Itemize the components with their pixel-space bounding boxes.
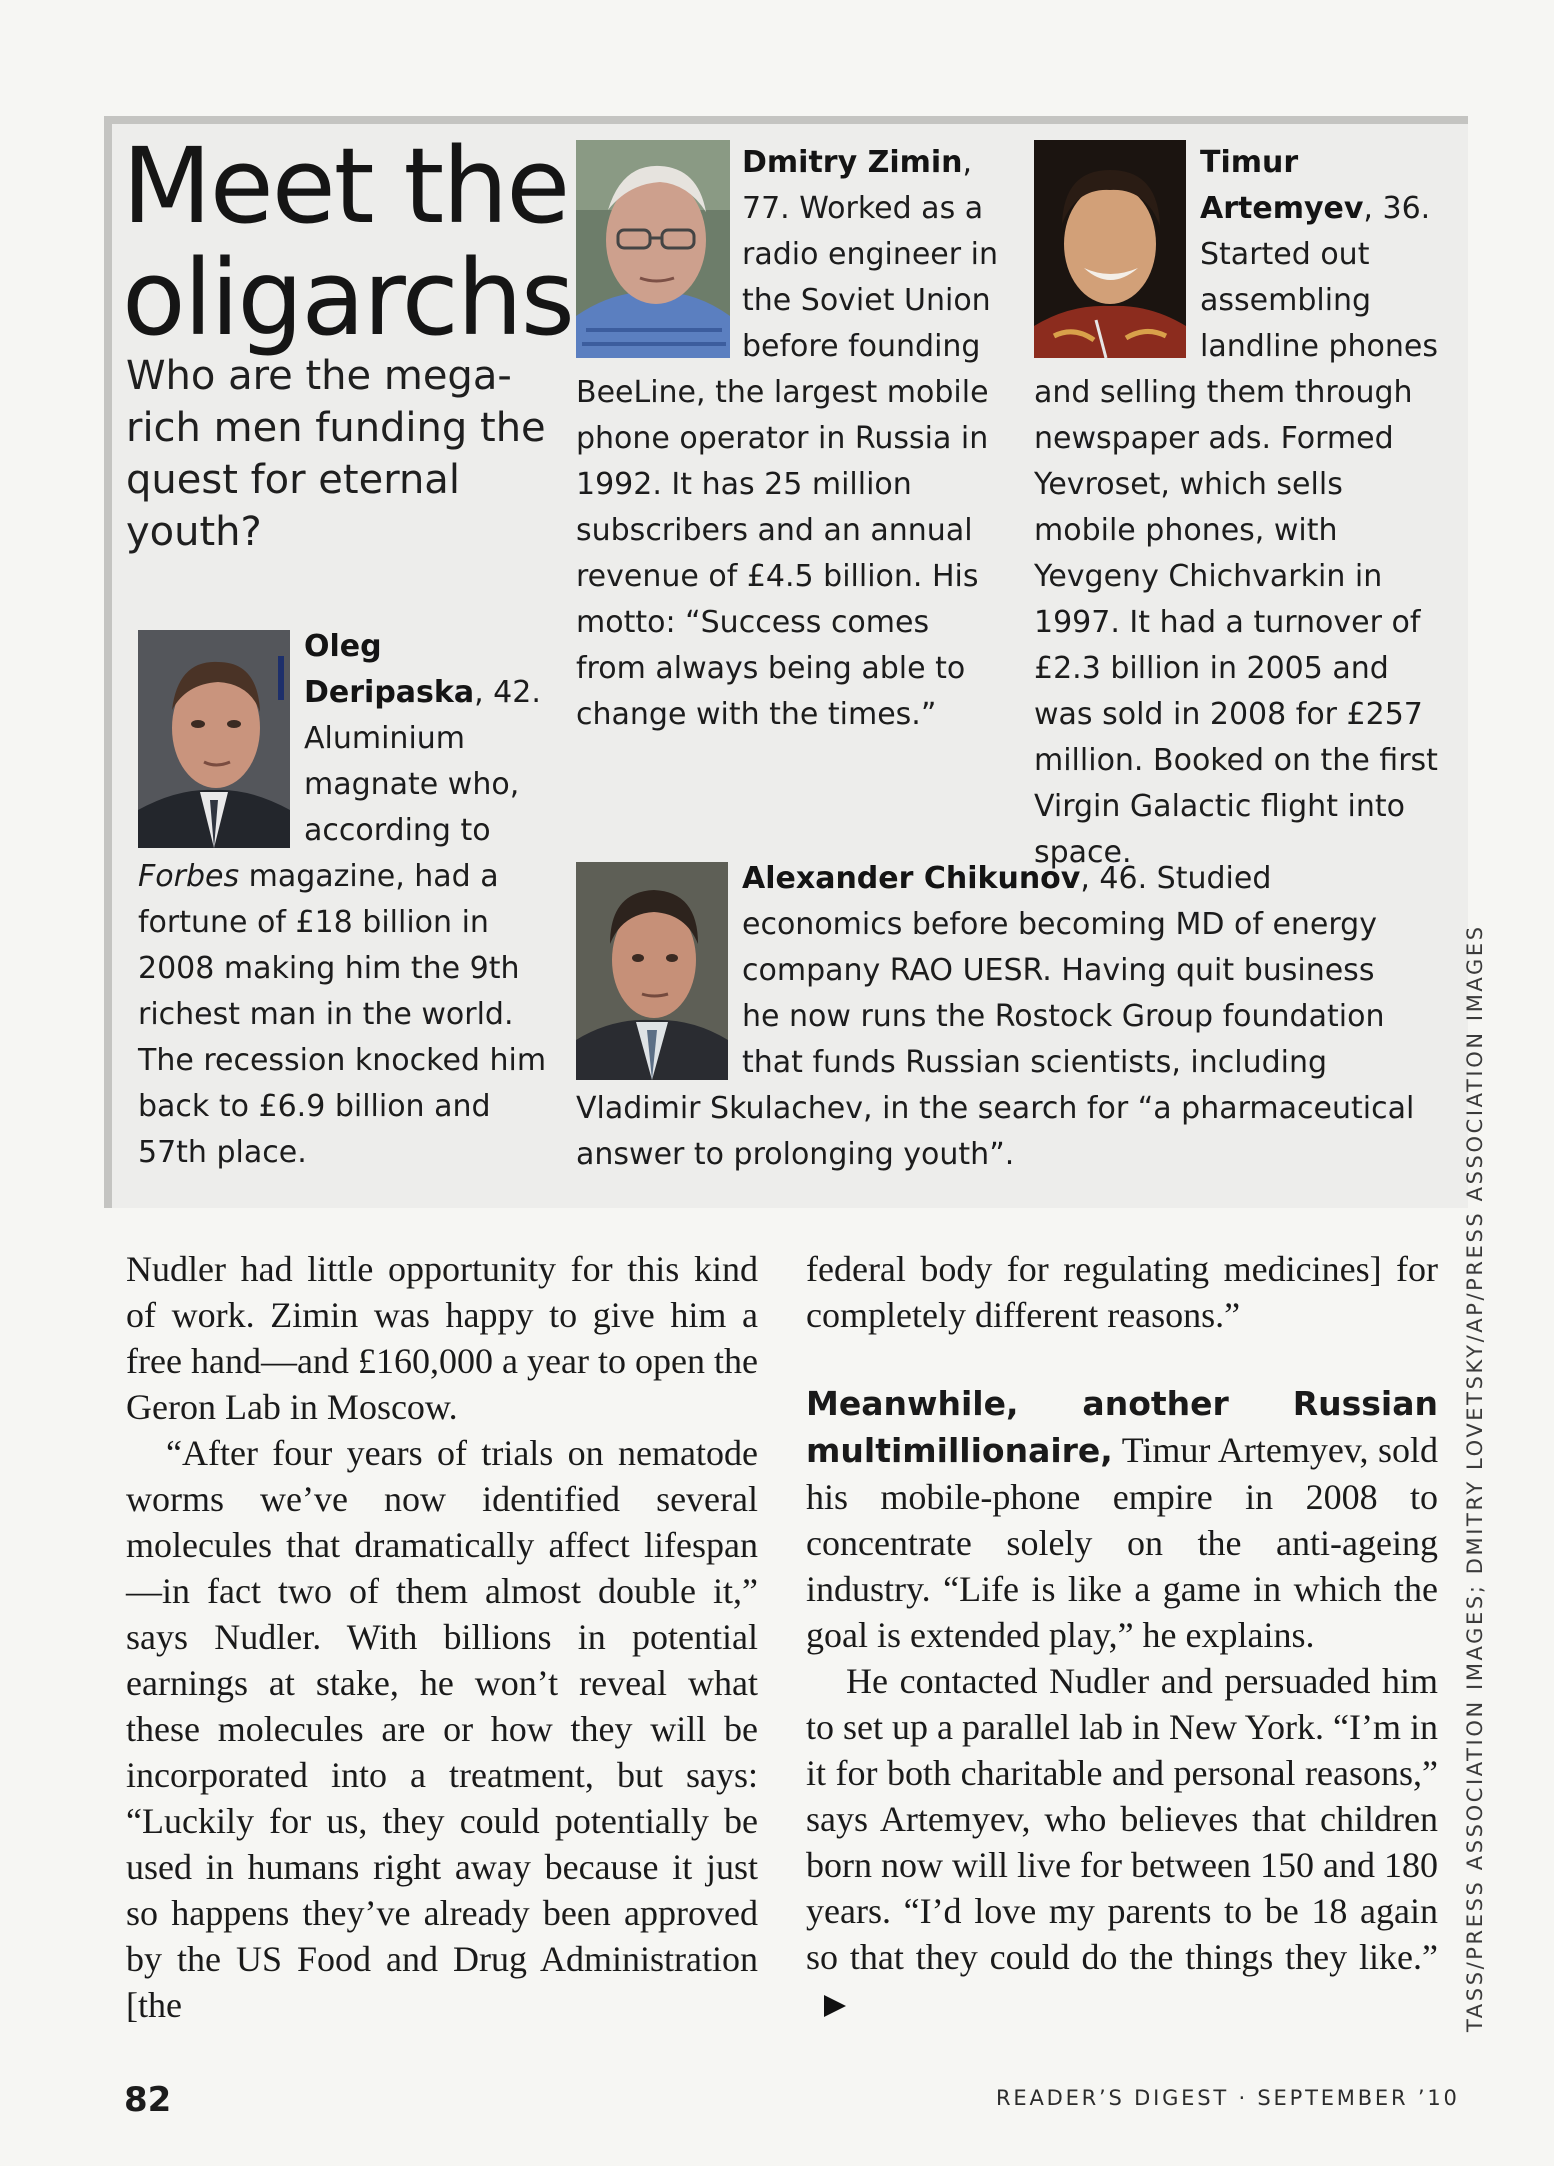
photo-artemyev	[1034, 140, 1186, 358]
paragraph	[806, 1380, 1438, 1658]
name-deripaska: Oleg Deripaska	[304, 629, 475, 710]
article-column-right	[806, 1246, 1438, 2026]
profile-artemyev	[1034, 140, 1454, 876]
page-number: 82	[124, 2080, 172, 2120]
paragraph: “After four years of trials on nematode worms we’ve now identified several molecules that dramatically affect lifespan—in fact two of them almost double it,” says Nudler. With billions in potential earnings at stake, he won’t reveal what these molecules are or how they will be incorporated into a treatment, but says: “Luckily for us, they could potentially be used in humans right away because it just so happens they’ve already been approved by the US Food and Drug Administration [the	[126, 1433, 758, 2025]
paragraph-text: Timur Artemyev, sold his mobile-phone empire in 2008 to concentrate solely on the anti-ageing industry. “Life is like a game in which the goal is extended play,” he explains.	[806, 1430, 1438, 1655]
photo-credit: TASS/PRESS ASSOCIATION IMAGES; DMITRY LOVETSKY/AP/PRESS ASSOCIATION IMAGES	[1463, 924, 1487, 2032]
photo-zimin	[576, 140, 730, 358]
profile-chikunov	[576, 856, 1416, 1178]
paragraph: Nudler had little opportunity for this kind of work. Zimin was happy to give him a free hand—and £160,000 a year to open the Geron Lab in Moscow.	[126, 1249, 758, 1427]
bio-deripaska-2: magazine, had a fortune of £18 billion in 2008 making him the 9th richest man in the world. The recession knocked him back to £6.9 billion and 57th place.	[138, 859, 547, 1170]
photo-deripaska	[138, 630, 290, 848]
profile-deripaska	[138, 624, 558, 1176]
subtitle: Who are the mega-rich men funding the quest for eternal youth?	[126, 353, 546, 555]
bio-artemyev: , 36. Started out assembling landline phones and selling them through newspaper ads. Formed Yevroset, which sells mobile phones, with Yevgeny Chichvarkin in 1997. It had a turnover of £2.3 billion in 2005 and was sold in 2008 for £257 million. Booked on the first Virgin Galactic flight into space.	[1034, 191, 1438, 870]
title-line-2: oligarchs	[122, 237, 573, 359]
continue-arrow-icon	[824, 1995, 846, 2017]
paragraph: federal body for regulating medicines] for completely different reasons.”	[806, 1249, 1438, 1335]
photo-chikunov	[576, 862, 728, 1080]
title-line-1: Meet the	[122, 125, 569, 247]
article-column-left	[126, 1246, 758, 2028]
name-zimin: Dmitry Zimin	[742, 145, 963, 180]
paragraph	[806, 1658, 1438, 2026]
publication-forbes: Forbes	[138, 859, 240, 894]
lead-in: Meanwhile, another Russian multimillionaire,	[806, 1384, 1438, 1470]
name-chikunov: Alexander Chikunov	[742, 861, 1081, 896]
name-artemyev: Timur Artemyev	[1200, 145, 1364, 226]
profile-zimin	[576, 140, 1006, 738]
bio-zimin: , 77. Worked as a radio engineer in the Soviet Union before founding BeeLine, the largest mobile phone operator in Russia in 1992. It has 25 million subscribers and an annual revenue of £4.5 billion. His motto: “Success comes from always being able to change with the times.”	[576, 145, 998, 732]
bio-chikunov: , 46. Studied economics before becoming MD of energy company RAO UESR. Having quit business he now runs the Rostock Group foundation that funds Russian scientists, including Vladimir Skulachev, in the search for “a pharmaceutical answer to prolonging youth”.	[576, 861, 1415, 1172]
publication-footer: READER’S DIGEST · SEPTEMBER ’10	[996, 2086, 1460, 2110]
bio-deripaska-1: , 42. Aluminium magnate who, according to	[304, 675, 541, 848]
paragraph-text: He contacted Nudler and persuaded him to set up a parallel lab in New York. “I’m in it for both charitable and personal reasons,” says Artemyev, who believes that children born now will live for between 150 and 180 years. “I’d love my parents to be 18 again so that they could do the things they like.”	[806, 1661, 1438, 1977]
page-title	[122, 125, 582, 359]
